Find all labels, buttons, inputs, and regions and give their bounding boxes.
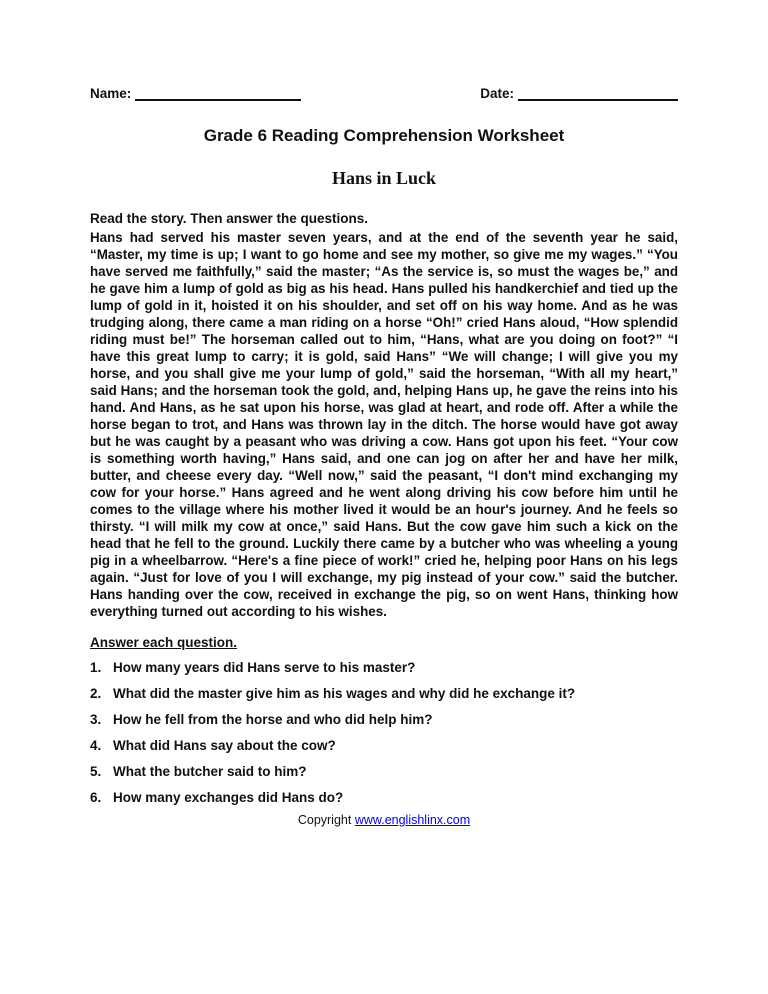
date-label: Date: bbox=[480, 86, 514, 101]
question-item-5 bbox=[90, 763, 678, 780]
question-number: 6. bbox=[90, 790, 102, 805]
question-text: How many years did Hans serve to his master? bbox=[113, 660, 416, 675]
story-paragraph: Hans had served his master seven years, and at the end of the seventh year he said, “Master, my time is up; I want to go home and see my mother, so give me my wages.” “You have served me faithfully,” said the master; “As the service is, so must the wages be,” and he gave him a lump of gold as big as his head. Hans pulled his handkerchief and tied up the lump of gold in it, hoisted it on his shoulder, and set off on his way home. And as he was trudging along, there came a man riding on a horse “Oh!” cried Hans aloud, “How splendid riding must be!” The horseman called out to him, “Hans, what are you doing on foot?” “I have this great lump to carry; it is gold, said Hans” “We will change; I will give you my horse, and you shall give me your lump of gold,” said the horseman, “With all my heart,” said Hans; and the horseman took the gold, and, helping Hans up, he gave the reins into his hand. And Hans, as he sat upon his horse, was glad at heart, and rode off. After a while the horse began to trot, and Hans was thrown lay in the ditch. The horse would have got away but he was caught by a peasant who was driving a cow. Hans got upon his feet. “Your cow is something worth having,” Hans said, and one can jog on after her and have her milk, butter, and cheese every day. “Well now,” said the peasant, “I don't mind exchanging my cow for your horse.” Hans agreed and he went along driving his cow before him until he comes to the village where his mother lived it would be an hour's journey. And he feels so thirsty. “I will milk my cow at once,” said Hans. But the cow gave him such a kick on the head that he fell to the ground. Luckily there came by a butcher who was wheeling a young pig in a wheelbarrow. “Here's a fine piece of work!” cried he, helping poor Hans on his legs again. “Just for love of you I will exchange, my pig instead of your cow.” said the butcher. Hans handing over the cow, received in exchange the pig, so on went Hans, thinking how everything turned out according to his wishes. bbox=[90, 230, 678, 619]
name-label: Name: bbox=[90, 86, 132, 101]
question-number: 5. bbox=[90, 764, 102, 779]
date-field bbox=[480, 86, 678, 101]
question-item-1 bbox=[90, 659, 678, 676]
question-text: What did the master give him as his wages and why did he exchange it? bbox=[113, 686, 576, 701]
instructions-text: Read the story. Then answer the questions. bbox=[90, 211, 369, 226]
question-text: How many exchanges did Hans do? bbox=[113, 790, 344, 805]
fields-row bbox=[90, 86, 678, 101]
question-text: How he fell from the horse and who did help him? bbox=[113, 712, 433, 727]
question-item-3 bbox=[90, 711, 678, 728]
copyright-link[interactable]: www.englishlinx.com bbox=[354, 813, 471, 827]
date-blank-input[interactable] bbox=[518, 87, 678, 101]
story-title: Hans in Luck bbox=[331, 168, 437, 188]
question-number: 2. bbox=[90, 686, 102, 701]
question-text: What did Hans say about the cow? bbox=[113, 738, 336, 753]
question-number: 3. bbox=[90, 712, 102, 727]
footer bbox=[90, 813, 678, 827]
question-number: 4. bbox=[90, 738, 102, 753]
name-field bbox=[90, 86, 301, 101]
questions-header: Answer each question. bbox=[90, 635, 238, 650]
name-blank-input[interactable] bbox=[135, 87, 301, 101]
question-item-4 bbox=[90, 737, 678, 754]
question-text: What the butcher said to him? bbox=[113, 764, 307, 779]
question-number: 1. bbox=[90, 660, 102, 675]
question-list bbox=[90, 659, 678, 806]
question-item-2 bbox=[90, 685, 678, 702]
worksheet-title: Grade 6 Reading Comprehension Worksheet bbox=[203, 126, 565, 145]
question-item-6 bbox=[90, 789, 678, 806]
copyright-label: Copyright bbox=[297, 813, 352, 827]
